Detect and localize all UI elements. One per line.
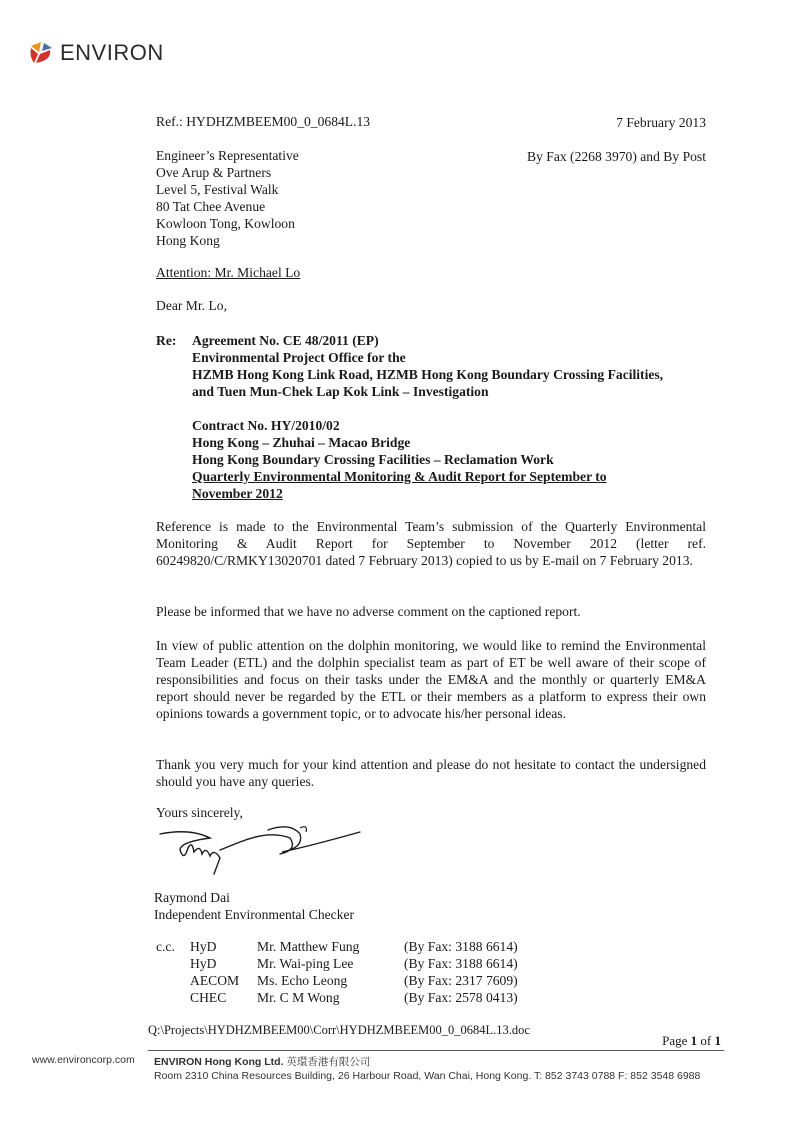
cc-fax: (By Fax: 2578 0413) <box>404 990 518 1005</box>
cc-person: Ms. Echo Leong <box>257 973 348 988</box>
page-current: 1 <box>690 1033 698 1048</box>
subject-line: Agreement No. CE 48/2011 (EP) <box>192 333 379 348</box>
body-paragraph: Please be informed that we have no adverse comment on the captioned report. <box>156 604 581 619</box>
subject-label: Re: <box>156 333 177 348</box>
cc-person: Mr. C M Wong <box>257 990 340 1005</box>
body-paragraph: In view of public attention on the dolphin monitoring, we would like to remind the Environmental Team Leader (ETL) and the dolphin specialist team as part of ET be well aware of their scope of responsibilities and focus on their tasks under the EM&A and the monthly or quarterly EM&A report should never be regarded by the ETL or their members as a platform to express their own opinions towards a government topic, or to advocate his/her personal ideas. <box>156 638 706 721</box>
cc-org: AECOM <box>190 973 240 988</box>
page-total: 1 <box>714 1033 721 1048</box>
recipient-line: Level 5, Festival Walk <box>156 182 279 197</box>
cc-fax: (By Fax: 3188 6614) <box>404 956 518 971</box>
closing: Yours sincerely, <box>156 805 243 820</box>
recipient-line: Hong Kong <box>156 233 220 248</box>
footer-address: Room 2310 China Resources Building, 26 Harbour Road, Wan Chai, Hong Kong. T: 852 3743 0788 F: 852 3548 6988 <box>154 1070 701 1082</box>
letterhead-logo <box>28 40 164 66</box>
file-path: Q:\Projects\HYDHZMBEEM00\Corr\HYDHZMBEEM00_0_0684L.13.doc <box>148 1023 530 1037</box>
salutation: Dear Mr. Lo, <box>156 298 227 313</box>
signer-block <box>154 889 354 923</box>
cc-person: Mr. Wai-ping Lee <box>257 956 354 971</box>
reference-line: Ref.: HYDHZMBEEM00_0_0684L.13 <box>156 114 371 129</box>
footer-company-name: ENVIRON Hong Kong Ltd. <box>154 1056 284 1068</box>
body-paragraph: Thank you very much for your kind attention and please do not hesitate to contact the undersigned should you have any queries. <box>156 757 706 789</box>
subject-line: HZMB Hong Kong Link Road, HZMB Hong Kong Boundary Crossing Facilities, <box>192 367 664 382</box>
cc-label: c.c. <box>156 939 175 954</box>
cc-org-column <box>190 938 239 1006</box>
page-number <box>662 1032 721 1049</box>
subject-line: Contract No. HY/2010/02 <box>192 418 340 433</box>
footer-divider <box>148 1050 724 1051</box>
footer-company-chinese: 英環香港有限公司 <box>286 1056 371 1068</box>
subject-line: Hong Kong Boundary Crossing Facilities – Reclamation Work <box>192 452 554 467</box>
page-prefix: Page <box>662 1033 688 1048</box>
cc-fax: (By Fax: 2317 7609) <box>404 973 518 988</box>
page-of: of <box>700 1033 712 1048</box>
recipient-address <box>156 147 299 249</box>
recipient-line: 80 Tat Chee Avenue <box>156 199 266 214</box>
subject-block <box>192 332 663 502</box>
cc-org: HyD <box>190 939 217 954</box>
subject-report-title: November 2012 <box>192 486 283 501</box>
recipient-line: Engineer’s Representative <box>156 148 299 163</box>
subject-line: and Tuen Mun-Chek Lap Kok Link – Investigation <box>192 384 489 399</box>
cc-person-column <box>257 938 359 1006</box>
attention-line: Attention: Mr. Michael Lo <box>156 265 301 280</box>
recipient-line: Ove Arup & Partners <box>156 165 272 180</box>
company-logo-text: ENVIRON <box>60 40 164 65</box>
subject-report-title: Quarterly Environmental Monitoring & Audit Report for September to <box>192 469 607 484</box>
cc-fax-column <box>404 938 518 1006</box>
body-paragraph: Reference is made to the Environmental Team’s submission of the Quarterly Environmental Monitoring & Audit Report for September to November 2012 (letter ref. 60249820/C/RMKY13020701 dated 7 February 2013) copied to us by E-mail on 7 February 2013. <box>156 519 706 568</box>
subject-line: Hong Kong – Zhuhai – Macao Bridge <box>192 435 411 450</box>
cc-list <box>0 938 794 1008</box>
signer-name: Raymond Dai <box>154 890 230 905</box>
cc-org: HyD <box>190 956 217 971</box>
letter-date: 7 February 2013 <box>616 115 706 130</box>
environ-logo-icon <box>28 40 54 66</box>
cc-person: Mr. Matthew Fung <box>257 939 360 954</box>
subject-line: Environmental Project Office for the <box>192 350 406 365</box>
footer-website[interactable]: www.environcorp.com <box>32 1054 135 1066</box>
cc-org: CHEC <box>190 990 227 1005</box>
recipient-line: Kowloon Tong, Kowloon <box>156 216 295 231</box>
handwritten-signature <box>150 820 380 880</box>
cc-fax: (By Fax: 3188 6614) <box>404 939 518 954</box>
delivery-method: By Fax (2268 3970) and By Post <box>527 149 706 164</box>
footer-company <box>154 1054 370 1069</box>
signer-title: Independent Environmental Checker <box>154 907 355 922</box>
